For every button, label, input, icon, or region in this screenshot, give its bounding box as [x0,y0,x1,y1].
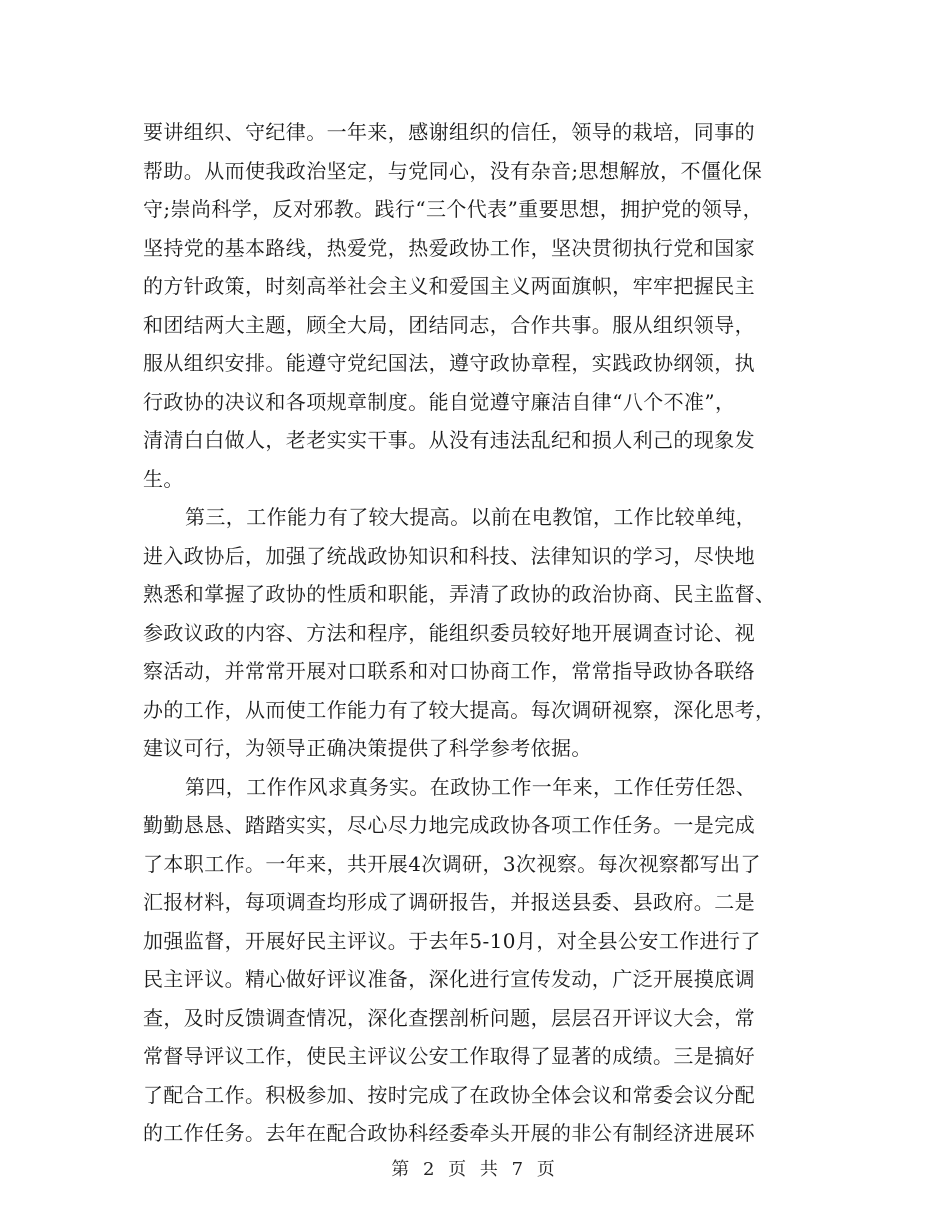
document-body [143,113,823,1153]
text-line: 加强监督，开展好民主评议。于去年5-10月，对全县公安工作进行了 [143,928,761,953]
text-line: 察活动，并常常开展对口联系和对口协商工作，常常指导政协各联络 [143,659,755,683]
text-line: 要讲组织、守纪律。一年来，感谢组织的信任，领导的栽培，同事的 [143,120,755,144]
text-line: 民主评议。精心做好评议准备，深化进行宣传发动，广泛开展摸底调 [143,967,755,991]
text-line: 清清白白做人，老老实实干事。从没有违法乱纪和损人利己的现象发 [143,428,755,452]
text-line: 守;崇尚科学，反对邪教。践行“三个代表”重要思想，拥护党的领导， [143,197,763,221]
page-footer: 第 2 页 共 7 页 [391,1159,559,1180]
text-line: 熟悉和掌握了政协的性质和职能，弄清了政协的政治协商、民主监督、 [143,582,776,606]
text-line: 汇报材料，每项调查均形成了调研报告，并报送县委、县政府。二是 [143,890,755,914]
text-line: 和团结两大主题，顾全大局，团结同志，合作共事。服从组织领导， [143,312,755,337]
text-line: 勤勤恳恳、踏踏实实，尽心尽力地完成政协各项工作任务。一是完成 [143,813,755,837]
text-line: 参政议政的内容、方法和程序，能组织委员较好地开展调查讨论、视 [143,620,755,645]
text-line: 行政协的决议和各项规章制度。能自觉遵守廉洁自律“八个不准”， [143,389,736,414]
text-line: 常督导评议工作，使民主评议公安工作取得了显著的成绩。三是搞好 [143,1044,755,1068]
text-line: 帮助。从而使我政治坚定，与党同心，没有杂音;思想解放，不僵化保 [143,158,763,183]
text-line: 建议可行，为领导正确决策提供了科学参考依据。 [143,736,592,760]
text-line: 办的工作，从而使工作能力有了较大提高。每次调研视察，深化思考， [143,697,776,722]
text-line: 进入政协后，加强了统战政协知识和科技、法律知识的学习，尽快地 [143,543,755,568]
text-line: 的方针政策，时刻高举社会主义和爱国主义两面旗帜，牢牢把握民主 [143,274,755,298]
text-line: 了本职工作。一年来，共开展4次调研，3次视察。每次视察都写出了 [143,851,761,876]
text-line: 服从组织安排。能遵守党纪国法，遵守政协章程，实践政协纲领，执 [143,351,755,375]
text-line: 第四，工作作风求真务实。在政协工作一年来，工作任劳任怨、 [185,774,757,799]
text-line: 查，及时反馈调查情况，深化查摆剖析问题，层层召开评议大会，常 [143,1005,755,1030]
text-line: 的工作任务。去年在配合政协科经委牵头开展的非公有制经济进展环 [143,1121,755,1145]
text-line: 了配合工作。积极参加、按时完成了在政协全体会议和常委会议分配 [143,1082,755,1107]
text-line: 生。 [143,466,184,491]
text-line: 第三，工作能力有了较大提高。以前在电教馆，工作比较单纯， [185,505,757,529]
text-line: 坚持党的基本路线，热爱党，热爱政协工作，坚决贯彻执行党和国家 [143,235,755,260]
